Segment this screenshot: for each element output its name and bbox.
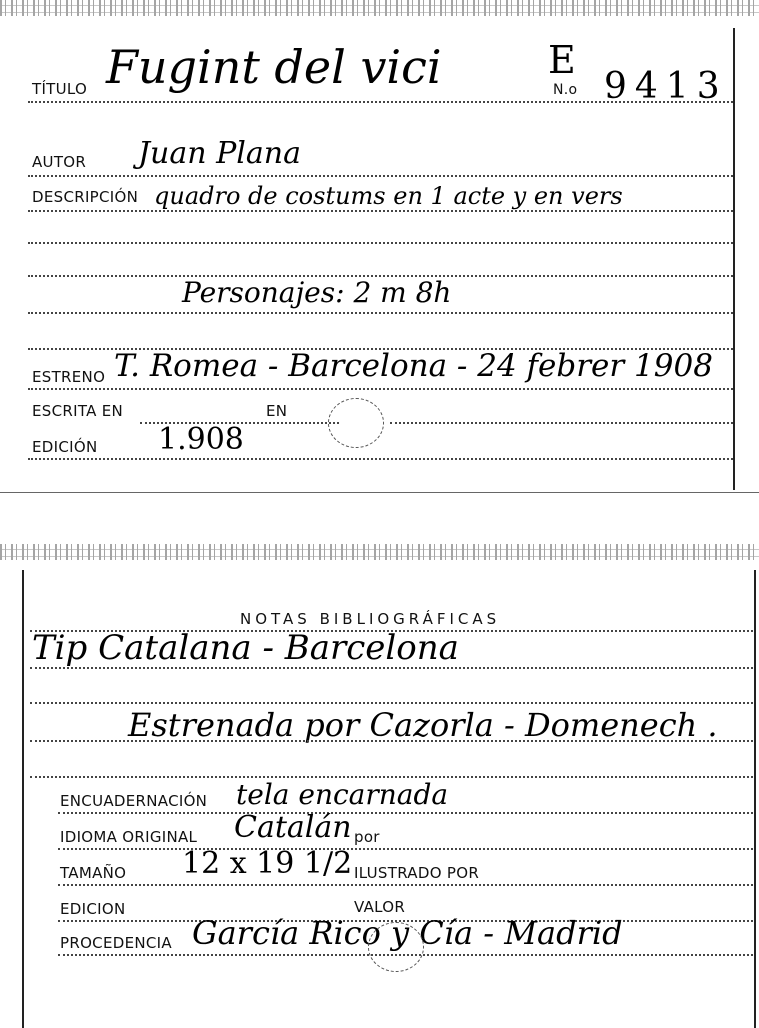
stamp-mark-2	[368, 922, 424, 972]
scan-noise-top	[0, 0, 759, 16]
rule-notas-3	[30, 740, 753, 742]
scan-noise-bottom	[0, 544, 759, 560]
titulo-label: TÍTULO	[32, 80, 88, 98]
descripcion-label: DESCRIPCIÓN	[32, 188, 139, 206]
rule-blank-1	[28, 242, 733, 244]
rule-procedencia	[58, 954, 753, 956]
autor-value: Juan Plana	[138, 136, 301, 171]
encuadernacion-value: tela encarnada	[236, 778, 449, 811]
autor-label: AUTOR	[32, 153, 87, 171]
idioma-label: IDIOMA ORIGINAL	[60, 828, 198, 846]
catalog-card-top	[0, 0, 759, 500]
estreno-label: ESTRENO	[32, 368, 106, 386]
tamano-label: TAMAÑO	[60, 864, 127, 882]
procedencia-label: PROCEDENCIA	[60, 934, 172, 952]
edicion-value: 1.908	[158, 422, 244, 457]
encuadernacion-label: ENCUADERNACIÓN	[60, 792, 208, 810]
rule-tamano	[58, 884, 753, 886]
en-label: EN	[266, 402, 288, 420]
escrita-en-label: ESCRITA EN	[32, 402, 124, 420]
card-right-border	[733, 28, 735, 490]
descripcion-value: quadro de costums en 1 acte y en vers	[154, 182, 623, 210]
numero-label: N.o	[553, 82, 578, 98]
rule-en	[390, 422, 733, 424]
rule-notas-1	[30, 667, 753, 669]
notas-heading: NOTAS BIBLIOGRÁFICAS	[240, 610, 501, 628]
rule-descripcion	[28, 210, 733, 212]
rule-personajes	[28, 312, 733, 314]
edicion-label-2: EDICION	[60, 900, 126, 918]
rule-encuadernacion	[58, 812, 753, 814]
idioma-value: Catalán	[234, 810, 352, 845]
rule-notas-2	[30, 702, 753, 704]
titulo-value: Fugint del vici	[106, 40, 442, 94]
procedencia-value: García Rico y Cía - Madrid	[192, 914, 623, 952]
card-left-border	[22, 570, 24, 1028]
notas-line-1: Tip Catalana - Barcelona	[32, 628, 459, 668]
edicion-label: EDICIÓN	[32, 438, 98, 456]
notas-line-2: Estrenada por Cazorla - Domenech .	[128, 706, 718, 744]
card-bottom-edge	[0, 492, 759, 493]
tamano-value: 12 x 19 1/2	[182, 846, 353, 881]
series-letter: E	[548, 38, 576, 82]
rule-idioma	[58, 848, 753, 850]
personajes-value: Personajes: 2 m 8h	[182, 276, 452, 309]
valor-label: VALOR	[354, 898, 406, 916]
por-label: por	[354, 828, 380, 846]
ilustrado-label: ILUSTRADO POR	[354, 864, 480, 882]
card-right-border-2	[754, 570, 756, 1028]
rule-titulo	[28, 101, 733, 103]
catalog-card-bottom	[0, 540, 759, 1028]
rule-autor	[28, 175, 733, 177]
rule-edicion	[28, 458, 733, 460]
numero-value: 9413	[604, 66, 728, 107]
estreno-value: T. Romea - Barcelona - 24 febrer 1908	[114, 348, 713, 384]
rule-estreno	[28, 388, 733, 390]
